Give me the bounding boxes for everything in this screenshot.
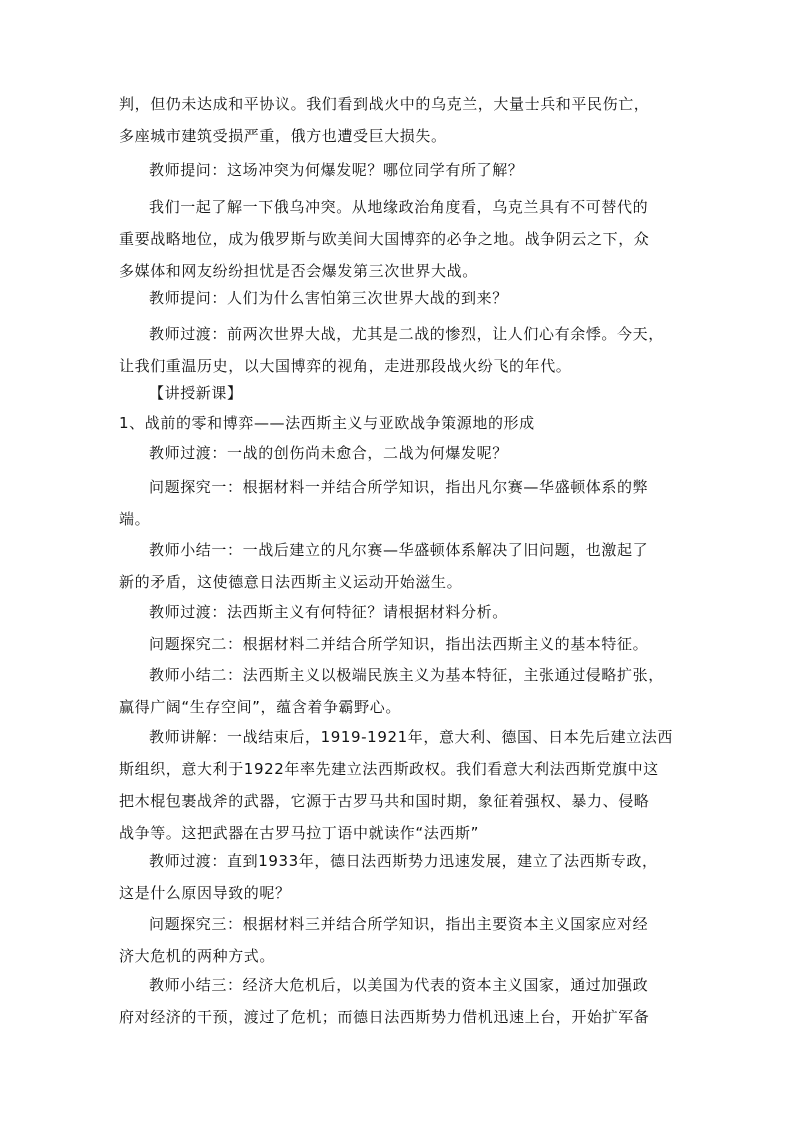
text-line: 府对经济的干预，渡过了危机；而德日法西斯势力借机迅速上台，开始扩军备 xyxy=(119,1008,650,1026)
text-line: 问题探究一：根据材料一并结合所学知识，指出凡尔赛—华盛顿体系的弊 xyxy=(149,478,649,496)
text-line: 教师提问：这场冲突为何爆发呢？哪位同学有所了解？ xyxy=(149,161,524,179)
text-line: 教师过渡：前两次世界大战，尤其是二战的惨烈，让人们心有余悸。今天， xyxy=(149,325,664,343)
text-line: 把木棍包裹战斧的武器，它源于古罗马共和国时期，象征着强权、暴力、侵略 xyxy=(119,792,650,810)
text-line: 教师过渡：一战的创伤尚未愈合，二战为何爆发呢？ xyxy=(149,444,508,462)
paragraph-teacher-transition-3 xyxy=(119,596,689,628)
paragraph-ukraine-losses xyxy=(119,88,689,152)
paragraph-teacher-transition-1 xyxy=(119,318,689,382)
paragraph-summary-3 xyxy=(119,969,689,1033)
text-line: 重要战略地位，成为俄罗斯与欧美间大国博弈的必争之地。战争阴云之下，众 xyxy=(119,230,650,248)
text-line: 端。 xyxy=(119,510,151,528)
text-line: 教师讲解：一战结束后，1919-1921年，意大利、德国、日本先后建立法西 xyxy=(149,728,673,746)
paragraph-inquiry-2 xyxy=(119,628,689,660)
text-line: 教师提问：人们为什么害怕第三次世界大战的到来？ xyxy=(149,289,508,307)
text-line: 济大危机的两种方式。 xyxy=(119,947,276,965)
paragraph-teacher-question-2 xyxy=(119,282,689,314)
paragraph-teacher-question-1 xyxy=(119,154,689,186)
text-line: 这是什么原因导致的呢？ xyxy=(119,884,291,902)
text-line: 斯组织，意大利于1922年率先建立法西斯政权。我们看意大利法西斯党旗中这 xyxy=(119,760,659,778)
text-line: 多座城市建筑受损严重，俄方也遭受巨大损失。 xyxy=(119,127,447,145)
text-line: 我们一起了解一下俄乌冲突。从地缘政治角度看，乌克兰具有不可替代的 xyxy=(149,198,649,216)
paragraph-inquiry-3 xyxy=(119,908,689,972)
text-line: 教师小结一：一战后建立的凡尔赛—华盛顿体系解决了旧问题，也激起了 xyxy=(149,541,649,559)
text-line: 多媒体和网友纷纷担忧是否会爆发第三次世界大战。 xyxy=(119,262,478,280)
text-line: 问题探究三：根据材料三并结合所学知识，指出主要资本主义国家应对经 xyxy=(149,915,649,933)
text-line: 赢得广阔“生存空间”，蕴含着争霸野心。 xyxy=(119,698,401,716)
paragraph-summary-1 xyxy=(119,534,689,598)
text-line: 教师小结二：法西斯主义以极端民族主义为基本特征，主张通过侵略扩张， xyxy=(149,666,664,684)
paragraph-teacher-explanation xyxy=(119,721,689,849)
paragraph-inquiry-1 xyxy=(119,471,689,535)
paragraph-teacher-transition-2 xyxy=(119,437,689,469)
subsection-heading-1 xyxy=(119,407,689,439)
text-line: 教师过渡：直到1933年，德日法西斯势力迅速发展，建立了法西斯专政， xyxy=(149,852,658,870)
text-line: 让我们重温历史，以大国博弈的视角，走进那段战火纷飞的年代。 xyxy=(119,357,572,375)
text-line: 教师过渡：法西斯主义有何特征？请根据材料分析。 xyxy=(149,603,508,621)
paragraph-teacher-transition-4 xyxy=(119,845,689,909)
text-line: 问题探究二：根据材料二并结合所学知识，指出法西斯主义的基本特征。 xyxy=(149,635,649,653)
section-heading-new-lesson xyxy=(119,377,689,409)
paragraph-russia-ukraine-conflict xyxy=(119,191,689,287)
text-line: 战争等。这把武器在古罗马拉丁语中就读作“法西斯” xyxy=(119,824,479,842)
paragraph-summary-2 xyxy=(119,659,689,723)
text-line: 【讲授新课】 xyxy=(149,384,243,402)
text-line: 判，但仍未达成和平协议。我们看到战火中的乌克兰，大量士兵和平民伤亡， xyxy=(119,95,650,113)
text-line: 教师小结三：经济大危机后，以美国为代表的资本主义国家，通过加强政 xyxy=(149,976,649,994)
text-line: 1、战前的零和博弈——法西斯主义与亚欧战争策源地的形成 xyxy=(119,414,535,432)
text-line: 新的矛盾，这使德意日法西斯主义运动开始滋生。 xyxy=(119,573,463,591)
